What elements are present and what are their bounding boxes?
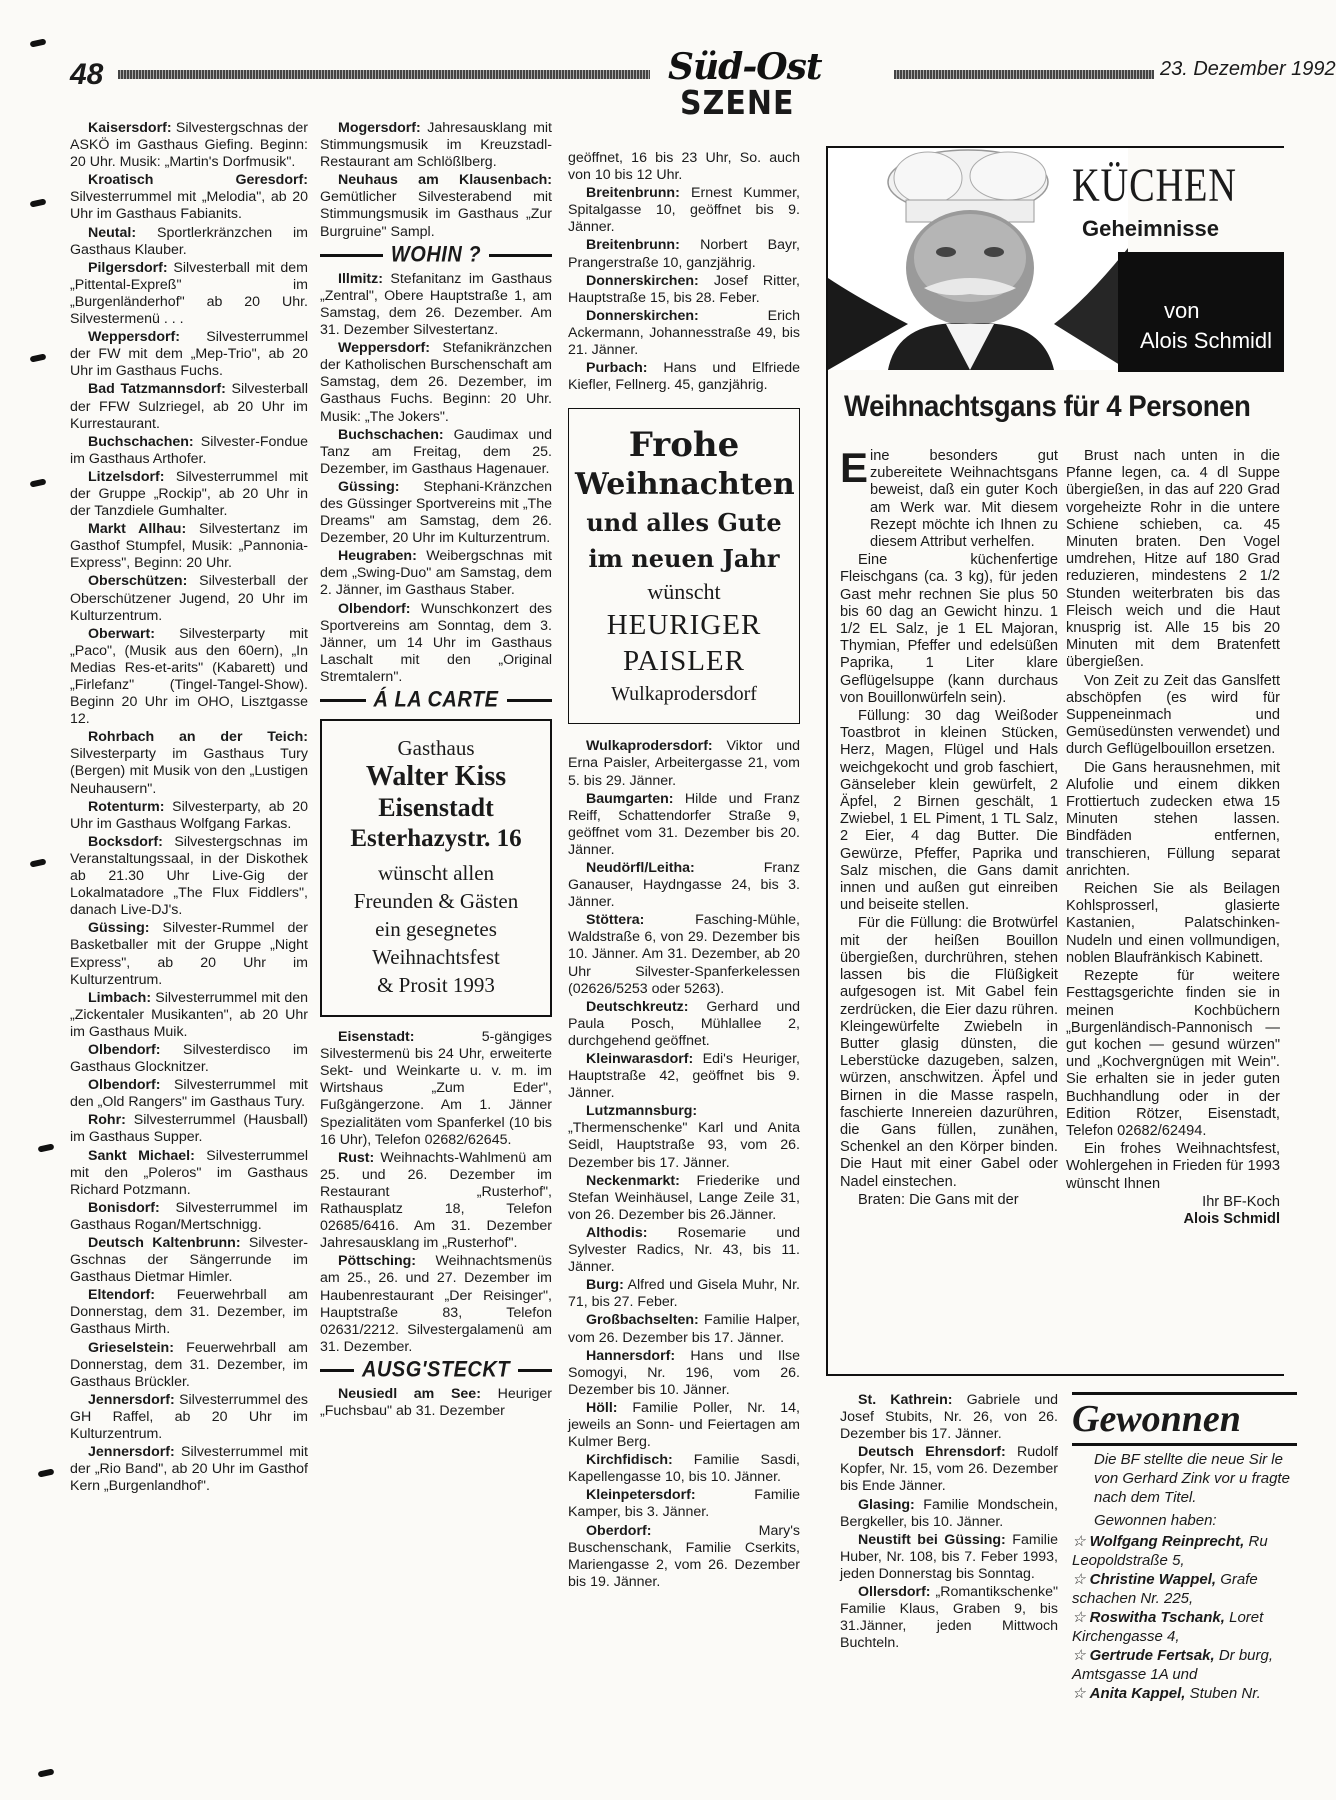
recipe-right bbox=[1066, 448, 1280, 1228]
entry-place: Neckenmarkt: bbox=[586, 1172, 680, 1189]
event-entry bbox=[70, 1392, 308, 1443]
entry-place: Neuhaus am Klausenbach: bbox=[338, 172, 552, 189]
event-entry bbox=[840, 1392, 1058, 1443]
entry-text: Familie Sasdi, Kapellengasse 10, bis 10. Jänner. bbox=[568, 1452, 800, 1486]
event-entry bbox=[70, 799, 308, 833]
entry-text: Silvesterdisco im Gasthaus Glocknitzer. bbox=[70, 1041, 308, 1076]
entry-text: Edi's Heuriger, Hauptstraße 42, geöffnet bis 9. Jänner. bbox=[568, 1051, 800, 1102]
recipe-paragraph: Füllung: 30 dag Weißoder Toastbrot in kleinen Stücken, Herz, Magen, Flügel und Hals weichgekocht und grob faschiert, Gänseleber klein gewürfelt, 2 Äpfel, 2 Birnen geschält, 1 Zwiebel, 1 EL Piment, 1 TL Salz, 2 Eier, 4 dag Butter. Die Gewürze, Pfeffer, Paprika und Salz mischen, die Gans damit innen und außen gut einreiben und beiseite stellen. bbox=[840, 708, 1058, 914]
entry-place: Jennersdorf: bbox=[88, 1444, 175, 1461]
event-entry bbox=[568, 912, 800, 997]
punch-mark bbox=[38, 1768, 55, 1777]
entry-text: Franz Ganauser, Haydngasse 24, bis 3. Jänner. bbox=[568, 859, 800, 911]
entry-place: Olbendorf: bbox=[88, 1041, 161, 1058]
event-entry bbox=[568, 1400, 800, 1451]
ad-walter-kiss bbox=[320, 719, 552, 1017]
event-entry bbox=[70, 1077, 308, 1111]
entry-text: Stefanikränzchen der Katholischen Burschenschaft am Samstag, dem 26. Dezember, im Gasthaus Fuchs. Beginn: 20 Uhr. Musik: „The Jokers". bbox=[320, 340, 552, 425]
event-entry bbox=[70, 434, 308, 468]
entry-place: Eisenstadt: bbox=[338, 1029, 415, 1046]
event-entry bbox=[320, 1386, 552, 1420]
entry-text: Familie Halper, vom 26. Dezember bis 17. Jänner. bbox=[568, 1312, 800, 1346]
entry-place: Kaisersdorf: bbox=[88, 120, 172, 136]
section-ausgsteckt: AUSG'STECKT bbox=[320, 1362, 552, 1379]
event-entry bbox=[568, 1312, 800, 1346]
entry-place: Illmitz: bbox=[338, 270, 383, 287]
event-entry bbox=[840, 1532, 1058, 1583]
event-entry bbox=[568, 1487, 800, 1521]
entry-text: Jahresausklang mit Stimmungsmusik im Kreuzstadl-Restaurant am Schlößlberg. bbox=[320, 120, 552, 171]
event-entry bbox=[568, 1348, 800, 1399]
entry-text: Gabriele und Josef Stubits, Nr. 26, von 26. Dezember bis 17. Jänner. bbox=[840, 1392, 1058, 1443]
recipe-paragraph: Für die Füllung: die Brotwürfel mit der heißen Bouillon übergießen, durchrühren, stehen lassen bis die Flüßigkeit aufgesogen ist. Mit Gabel fein zerdrücken, die Eier dazu rühren. Kleingewürfelte Zwiebeln in Butter glasig dünsten, die Leberstücke dazugeben, salzen, würzen, anschwitzen. Äpfel und Birnen in die Masse raspeln, faschierte Innereien dazurühren, die Gans füllen, zunähen, Schenkel an den Körper binden. Die Haut mit einer Gabel oder Nadel einstechen. bbox=[840, 915, 1058, 1190]
header-rule-left bbox=[118, 70, 650, 79]
entry-place: Neutal: bbox=[88, 224, 137, 241]
event-entry bbox=[568, 185, 800, 236]
winner-entry bbox=[1072, 1608, 1297, 1646]
kuechen-title: KÜCHEN bbox=[1072, 159, 1237, 212]
entry-place: Eltendorf: bbox=[88, 1287, 155, 1304]
ad-line: und alles Gute bbox=[586, 508, 782, 538]
entry-text: Silvesterrummel mit den „Zickentaler Musikanten", ab 20 Uhr im Gasthaus Muik. bbox=[70, 989, 308, 1040]
entry-place: Hannersdorf: bbox=[586, 1347, 676, 1364]
entry-text: Familie Mondschein, Bergkeller, bis 10. Jänner. bbox=[840, 1496, 1058, 1530]
entry-place: Güssing: bbox=[88, 920, 150, 937]
entry-text: Alfred und Gisela Muhr, Nr. 71, bis 27. Feber. bbox=[568, 1277, 800, 1311]
event-entry bbox=[568, 1173, 800, 1224]
ad-line: Walter Kiss bbox=[365, 761, 507, 793]
column-1 bbox=[70, 120, 308, 1496]
entry-text: Silvestergschnas im Veranstaltungssaal, in der Diskothek ab 21.30 Uhr Live-Gig der Lokalmatadore „The Flux Fiddlers", danach Live-DJ's. bbox=[70, 833, 308, 919]
event-entry bbox=[70, 1148, 308, 1199]
entry-text: Hans und Elfriede Kiefler, Fellnerg. 45, ganzjährig. bbox=[568, 360, 800, 394]
column-3 bbox=[568, 150, 800, 1592]
entry-text: 5-gängiges Silvestermenü bis 24 Uhr, erweiterte Sekt- und Weinkarte u. v. m. im Wirtshaus „Zum Eder", Fußgängerzone. Am 1. Jänner Spezialitäten vom Spanferkel (10 bis 16 Uhr), Telefon 02682/62645. bbox=[320, 1029, 552, 1148]
entry-text: Gemütlicher Silvesterabend mit Stimmungsmusik im Gasthaus „Zur Burgruine" Sampl. bbox=[320, 189, 552, 240]
recipe-paragraph: Braten: Die Gans mit der bbox=[858, 1191, 1019, 1208]
entry-text: Ernest Kummer, Spitalgasse 10, geöffnet bis 9. Jänner. bbox=[568, 185, 800, 236]
ad-line: Frohe bbox=[628, 425, 740, 466]
event-entry bbox=[70, 469, 308, 520]
entry-place: Neusiedl am See: bbox=[338, 1385, 481, 1402]
author-name: Alois Schmidl bbox=[1140, 328, 1273, 353]
ad-line: Freunden & Gästen bbox=[353, 889, 519, 914]
event-entry bbox=[320, 427, 552, 478]
event-entry bbox=[568, 1225, 800, 1276]
entry-place: Litzelsdorf: bbox=[88, 468, 165, 485]
event-entry bbox=[70, 573, 308, 624]
event-entry bbox=[70, 626, 308, 729]
entry-place: Olbendorf: bbox=[88, 1077, 161, 1094]
gewonnen-box bbox=[1072, 1392, 1297, 1792]
winner-entry bbox=[1072, 1532, 1297, 1570]
author-label-von: von bbox=[1164, 298, 1200, 323]
event-entry bbox=[70, 834, 308, 919]
entry-place: Donnerskirchen: bbox=[586, 307, 699, 324]
entry-place: Rust: bbox=[338, 1149, 375, 1166]
entry-text: Silvestertanz im Gasthof Stumpfel, Musik: „Pannonia-Express", Beginn: 20 Uhr. bbox=[70, 521, 308, 572]
event-entry bbox=[70, 260, 308, 328]
winner-name: Christine Wappel, bbox=[1089, 1571, 1217, 1588]
entry-place: Limbach: bbox=[88, 989, 152, 1006]
entry-place: Heugraben: bbox=[338, 548, 417, 565]
entry-text: Silvesterparty, ab 20 Uhr im Gasthaus Wolfgang Farkas. bbox=[70, 798, 308, 832]
punch-mark bbox=[38, 1468, 55, 1477]
entry-text: Gaudimax und Tanz am Freitag, dem 25. Dezember, im Gasthaus Hagenauer. bbox=[320, 426, 552, 477]
event-entry bbox=[320, 1150, 552, 1253]
event-entry bbox=[568, 237, 800, 271]
entry-text: Silvesterrummel (Hausball) im Gasthaus Supper. bbox=[70, 1112, 308, 1146]
column-2 bbox=[320, 120, 552, 1421]
entry-text: Weihnachtsmenüs am 25., 26. und 27. Dezember im Haubenrestaurant „Der Reisinger", Hauptstraße 83, Telefon 02631/2212. Silvestergalamenü am 31. Dezember. bbox=[320, 1253, 552, 1355]
entry-text: Hans und Ilse Somogyi, Nr. 196, vom 26. Dezember bis 10. Jänner. bbox=[568, 1347, 800, 1398]
entry-place: Deutschkreutz: bbox=[586, 998, 689, 1015]
entry-place: Oberdorf: bbox=[586, 1522, 652, 1539]
winner-name: Anita Kappel, bbox=[1089, 1685, 1186, 1702]
entry-place: Olbendorf: bbox=[338, 600, 411, 617]
entry-place: Kleinpetersdorf: bbox=[586, 1487, 696, 1504]
entry-place: Purbach: bbox=[586, 360, 648, 377]
entry-text: Silvester-Rummel der Basketballer mit der Gruppe „Night Express", ab 20 Uhr im Kulturzentrum. bbox=[70, 920, 308, 988]
ad-line: PAISLER bbox=[623, 645, 745, 678]
event-entry bbox=[568, 1103, 800, 1171]
entry-place: Wulkaprodersdorf: bbox=[586, 738, 713, 755]
gewonnen-intro: Die BF stellte die neue Sir le von Gerhard Zink vor u fragte nach dem Titel. bbox=[1094, 1451, 1290, 1506]
event-entry bbox=[70, 1235, 308, 1286]
entry-place: Bonisdorf: bbox=[88, 1199, 160, 1216]
entry-text: Familie Poller, Nr. 14, jeweils an Sonn- und Feiertagen am Kulmer Berg. bbox=[568, 1399, 800, 1451]
recipe-paragraph: Ein frohes Weihnachtsfest, Wohlergehen in Frieden für 1993 wünscht Ihnen bbox=[1066, 1141, 1280, 1192]
entry-place: Breitenbrunn: bbox=[586, 185, 680, 202]
entry-place: Buchschachen: bbox=[338, 426, 444, 443]
entry-text: Silvesterparty im Gasthaus Tury (Bergen) mit Musik von den „Lustigen Neuhausern". bbox=[70, 746, 308, 797]
entry-text: Familie Kamper, bis 3. Jänner. bbox=[568, 1487, 800, 1521]
event-entry bbox=[70, 1340, 308, 1391]
ad-line: HEURIGER bbox=[606, 609, 762, 642]
kuechen-subtitle: Geheimnisse bbox=[1082, 216, 1219, 241]
event-entry bbox=[70, 521, 308, 572]
winner-entry bbox=[1072, 1646, 1297, 1684]
recipe-paragraph: Von Zeit zu Zeit das Ganslfett abschöpfen (es wird für Suppeneinmach und Gemüsedünsten verwendet) und durch Geflügelbouillon ersetzen. bbox=[1066, 672, 1280, 758]
event-entry bbox=[320, 1253, 552, 1356]
entry-place: Oberschützen: bbox=[88, 573, 188, 590]
entry-text: Silvesterparty mit „Paco", (Musik aus den 60ern), „In Medias Res-et-arits" (Kabarett) und „Firlefanz" (Tingel-Tangel-Show). Beginn 20 Uhr im OHO, Lisztgasse 12. bbox=[70, 625, 308, 728]
ad-line: im neuen Jahr bbox=[588, 544, 780, 574]
event-entry bbox=[568, 1523, 800, 1591]
entry-text: Silvesterball mit dem „Pittental-Expreß" im „Burgenländerhof" ab 20 Uhr. Silvestermenü . . . bbox=[70, 259, 308, 328]
entry-text: Fasching-Mühle, Waldstraße 6, von 29. Dezember bis 10. Jänner. Am 31. Dezember, ab 20 Uhr Silvester-Spanferkelessen (02626/5253 oder 5263). bbox=[568, 912, 800, 997]
event-entry bbox=[70, 381, 308, 432]
entry-text: Silvestergschnas der ASKÖ im Gasthaus Giefing. Beginn: 20 Uhr. Musik: „Martin's Dorfmusik". bbox=[70, 120, 308, 171]
event-entry bbox=[70, 172, 308, 223]
star-icon: ☆ bbox=[1072, 1571, 1090, 1588]
event-entry bbox=[568, 791, 800, 859]
logo-szene: SZENE bbox=[680, 84, 795, 123]
entry-text: Viktor und Erna Paisler, Arbeitergasse 21, vom 5. bis 29. Jänner. bbox=[568, 738, 800, 789]
entry-text: Silvester-Gschnas der Sängerrunde im Gasthaus Dietmar Himler. bbox=[70, 1235, 308, 1286]
entry-text: geöffnet, 16 bis 23 Uhr, So. auch von 10 bis 12 Uhr. bbox=[568, 150, 800, 184]
event-entry bbox=[70, 1200, 308, 1234]
entry-place: Markt Allhau: bbox=[88, 521, 187, 538]
entry-text: Silvesterrummel mit den „Poleros" im Gasthaus Richard Potzmann. bbox=[70, 1147, 309, 1198]
entry-text: Stefanitanz im Gasthaus „Zentral", Obere Hauptstraße 1, am Samstag, dem 26. Dezember. Am 31. Dezember Silvestertanz. bbox=[320, 270, 552, 339]
entry-place: Höll: bbox=[586, 1399, 618, 1416]
entry-place: Güssing: bbox=[338, 478, 400, 495]
entry-text: Rudolf Kopfer, Nr. 15, vom 26. Dezember bis Ende Jänner. bbox=[840, 1444, 1058, 1495]
entry-place: Rotenturm: bbox=[88, 798, 165, 815]
entry-text: Hilde und Franz Reiff, Schattendorfer Straße 9, geöffnet vom 31. Dezember bis 20. Jänner. bbox=[568, 790, 800, 858]
winner-entry bbox=[1072, 1684, 1297, 1703]
entry-text: Gerhard und Paula Posch, Mühlallee 2, durchgehend geöffnet. bbox=[568, 998, 800, 1049]
event-entry bbox=[70, 920, 308, 988]
entry-place: Glasing: bbox=[858, 1496, 915, 1513]
entry-place: Lutzmannsburg: bbox=[586, 1103, 698, 1120]
winner-address: Loret Kirchengasse 4, bbox=[1072, 1609, 1264, 1645]
recipe-paragraph: Die Gans herausnehmen, mit Alufolie und einem dikken Frottiertuch zudecken etwa 15 Minuten stehen lassen. Bindfäden entfernen, transchieren, Füllung separat anrichten. bbox=[1066, 759, 1280, 879]
event-entry bbox=[70, 329, 308, 380]
ad-line: Wulkaprodersdorf bbox=[611, 683, 757, 706]
gewonnen-title: Gewonnen bbox=[1072, 1392, 1297, 1446]
ad-line: wünscht allen bbox=[377, 861, 495, 886]
entry-place: Weppersdorf: bbox=[338, 340, 430, 357]
recipe-paragraph: Reichen Sie als Beilagen Kohlsprosserl, glasierte Kastanien, Palatschinken-Nudeln und einen vollmundigen, noblen Blaufränkisch Kabinett. bbox=[1066, 881, 1280, 966]
event-entry bbox=[70, 225, 308, 259]
entry-place: Grieselstein: bbox=[88, 1339, 174, 1356]
event-entry bbox=[568, 273, 800, 307]
winner-name: Roswitha Tschank, bbox=[1089, 1609, 1225, 1626]
entry-place: Althodis: bbox=[586, 1224, 648, 1241]
ad-heuriger-paisler bbox=[568, 408, 800, 724]
entry-text: Familie Huber, Nr. 108, bis 7. Feber 1993, jeden Donnerstag bis Sonntag. bbox=[840, 1531, 1058, 1582]
event-entry bbox=[320, 479, 552, 547]
event-entry bbox=[70, 1444, 308, 1495]
entry-place: Rohrbach an der Teich: bbox=[88, 729, 308, 746]
issue-date: 23. Dezember 1992 bbox=[1160, 58, 1336, 80]
entry-place: Pöttsching: bbox=[338, 1253, 417, 1270]
event-entry bbox=[320, 548, 552, 599]
entry-place: Deutsch Ehrensdorf: bbox=[858, 1444, 1006, 1461]
entry-text: Silvesterrummel mit der „Rio Band", ab 20 Uhr im Gasthof Kern „Burgenlandhof". bbox=[70, 1444, 308, 1495]
recipe-signature-1: Ihr BF-Koch bbox=[1202, 1193, 1280, 1210]
event-entry bbox=[568, 1051, 800, 1102]
entry-place: Bad Tatzmannsdorf: bbox=[88, 381, 226, 398]
entry-place: Weppersdorf: bbox=[88, 329, 180, 346]
event-entry bbox=[840, 1497, 1058, 1531]
winner-address: Grafe schachen Nr. 225, bbox=[1072, 1571, 1258, 1607]
page-number: 48 bbox=[70, 58, 104, 91]
header-rule-right bbox=[894, 70, 1154, 79]
entry-text: Mary's Buschenschank, Familie Cserkits, Mariengasse 2, vom 26. Dezember bis 19. Jänner. bbox=[568, 1522, 800, 1590]
entry-text: Silvesterrummel der FW mit dem „Mep-Trio", ab 20 Uhr im Gasthaus Fuchs. bbox=[70, 329, 308, 380]
recipe-paragraph: Rezepte für weitere Festtagsgerichte finden sie in meinen Kochbüchern „Burgenländisch-Pannonisch — gut kochen — gesund würzen" und „Kochvergnügen mit Wein". Sie erhalten sie in jeder guten Buchhandlung oder in der Edition Rötzer, Eisenstadt, Telefon 02682/62494. bbox=[1066, 968, 1280, 1139]
entry-text: Silvesterrummel des GH Raffel, ab 20 Uhr im Kulturzentrum. bbox=[70, 1391, 308, 1443]
entry-text: Feuerwehrball am Donnerstag, dem 31. Dezember, im Gasthaus Brückler. bbox=[70, 1339, 308, 1390]
event-entry bbox=[568, 738, 800, 789]
punch-mark bbox=[30, 38, 47, 47]
entry-text: Silvesterball der Oberschützener Jugend, 20 Uhr im Kulturzentrum. bbox=[70, 573, 308, 624]
winner-entry bbox=[1072, 1570, 1297, 1608]
event-entry bbox=[840, 1584, 1058, 1652]
entry-text: Weibergschnas mit dem „Swing-Duo" am Samstag, dem 2. Jänner, im Gasthaus Staber. bbox=[320, 548, 552, 599]
star-icon: ☆ bbox=[1072, 1647, 1090, 1664]
star-icon: ☆ bbox=[1072, 1533, 1090, 1550]
drop-cap: E bbox=[840, 444, 869, 491]
event-entry bbox=[320, 271, 552, 339]
punch-mark bbox=[30, 858, 47, 867]
entry-text: Norbert Bayr, Prangerstraße 10, ganzjährig. bbox=[568, 237, 800, 271]
recipe-left bbox=[840, 444, 1058, 1210]
entry-text: Friederike und Stefan Weinhäusel, Lange Zeile 31, von 26. Dezember bis 26.Jänner. bbox=[568, 1172, 800, 1223]
entry-place: St. Kathrein: bbox=[858, 1392, 953, 1408]
entry-text: Silvesterball der FFW Sulzriegel, ab 20 Uhr im Kurrestaurant. bbox=[70, 381, 308, 432]
event-entry bbox=[568, 860, 800, 911]
ad-line: ein gesegnetes bbox=[375, 917, 497, 942]
entry-text: „Romantikschenke" Familie Klaus, Graben 9, bis 31.Jänner, jeden Mittwoch Buchteln. bbox=[840, 1584, 1058, 1652]
ad-line: Weihnachten bbox=[575, 467, 795, 503]
winner-address: Dr burg, Amtsgasse 1A und bbox=[1072, 1647, 1274, 1683]
author-band bbox=[1118, 252, 1284, 372]
entry-text: Silvesterrummel mit den „Old Rangers" im Gasthaus Tury. bbox=[70, 1077, 308, 1111]
event-entry bbox=[568, 308, 800, 359]
entry-place: Kirchfidisch: bbox=[586, 1452, 673, 1469]
event-entry bbox=[70, 1042, 308, 1076]
entry-text: Weihnachts-Wahlmenü am 25. und 26. Dezember im Restaurant „Rusterhof", Rathausplatz 18, Telefon 02685/6416. Am 31. Dezember Jahresausklang im „Rusterhof". bbox=[320, 1149, 552, 1252]
event-entry bbox=[840, 1444, 1058, 1495]
punch-mark bbox=[30, 478, 47, 487]
winner-address: Stuben Nr. bbox=[1185, 1685, 1261, 1702]
event-entry bbox=[320, 601, 552, 686]
ad-line: Gasthaus bbox=[397, 736, 475, 761]
entry-place: Großbachselten: bbox=[586, 1312, 699, 1329]
event-entry bbox=[320, 172, 552, 240]
punch-mark bbox=[38, 1143, 55, 1152]
event-entry bbox=[320, 340, 552, 425]
entry-text: Silvester-Fondue im Gasthaus Arthofer. bbox=[70, 433, 308, 467]
entry-text: Heuriger „Fuchsbau" ab 31. Dezember bbox=[320, 1385, 552, 1420]
entry-place: Burg: bbox=[586, 1277, 624, 1294]
entry-text: Josef Ritter, Hauptstraße 15, bis 28. Feber. bbox=[568, 272, 800, 306]
entry-place: Rohr: bbox=[88, 1112, 126, 1129]
recipe-headline: Weihnachtsgans für 4 Personen bbox=[844, 390, 1251, 423]
recipe-paragraph: Eine küchenfertige Fleischgans (ca. 3 kg), für jeden Gast mehr rechnen Sie plus 50 bis 60 dag an Gewicht hinzu. 1 1/2 EL Salz, je 1 EL Majoran, Thymian, Pfeffer und edelsüßen Paprika, 1 Liter klare Geflügelsuppe (kann durchaus von Bouillonwürfeln sein). bbox=[840, 552, 1058, 706]
entry-place: Mogersdorf: bbox=[338, 120, 421, 136]
ad-line: wünscht bbox=[647, 579, 721, 605]
recipe-paragraph: ine besonders gut zubereitete Weihnachtsgans beweist, daß ein guter Koch am Werk war. Mit diesem Rezept möchte ich Ihnen zu diesem Attribut verhelfen. bbox=[870, 448, 1058, 551]
recipe-signature-2: Alois Schmidl bbox=[1183, 1210, 1280, 1227]
gewonnen-haben: Gewonnen haben: bbox=[1094, 1512, 1217, 1529]
entry-text: Feuerwehrball am Donnerstag, dem 31. Dezember, im Gasthaus Mirth. bbox=[70, 1287, 308, 1338]
event-entry bbox=[568, 150, 800, 184]
entry-text: Sportlerkränzchen im Gasthaus Klauber. bbox=[70, 224, 308, 258]
entry-place: Ollersdorf: bbox=[858, 1584, 931, 1601]
entry-place: Jennersdorf: bbox=[88, 1391, 175, 1408]
entry-place: Deutsch Kaltenbrunn: bbox=[88, 1235, 241, 1251]
entry-place: Buchschachen: bbox=[88, 433, 194, 450]
event-entry bbox=[70, 120, 308, 171]
event-entry bbox=[70, 990, 308, 1041]
entry-text: Erich Ackermann, Johannesstraße 49, bis 21. Jänner. bbox=[568, 307, 800, 359]
entry-place: Neudörfl/Leitha: bbox=[586, 859, 695, 876]
entry-text: Silvesterrummel mit der Gruppe „Rockip", ab 20 Uhr in der Tanzdiele Gumhalter. bbox=[70, 468, 308, 520]
winner-name: Gertrude Fertsak, bbox=[1089, 1647, 1215, 1664]
entry-place: Sankt Michael: bbox=[88, 1147, 195, 1164]
ad-line: Weihnachtsfest bbox=[372, 945, 500, 970]
ad-line: Esterhazystr. 16 bbox=[350, 825, 522, 853]
event-entry bbox=[568, 1277, 800, 1311]
entry-place: Oberwart: bbox=[88, 625, 156, 642]
section-a-la-carte: Á LA CARTE bbox=[320, 692, 552, 709]
ad-line: & Prosit 1993 bbox=[377, 973, 495, 998]
event-entry bbox=[70, 729, 308, 797]
entry-place: Pilgersdorf: bbox=[88, 259, 168, 276]
entry-text: Silvesterrummel mit „Melodia", ab 20 Uhr im Gasthaus Fabianits. bbox=[70, 189, 308, 223]
event-entry bbox=[70, 1287, 308, 1338]
ad-line: Eisenstadt bbox=[378, 793, 494, 823]
event-entry bbox=[568, 360, 800, 394]
winner-name: Wolfgang Reinprecht, bbox=[1089, 1533, 1245, 1550]
entry-place: Kroatisch Geresdorf: bbox=[88, 172, 308, 189]
event-entry bbox=[320, 120, 552, 171]
entry-text: Silvesterrummel im Gasthaus Rogan/Mertschnigg. bbox=[70, 1199, 308, 1233]
winner-address: Ru Leopoldstraße 5, bbox=[1072, 1533, 1268, 1569]
entry-place: Baumgarten: bbox=[586, 790, 674, 807]
section-wohin: WOHIN ? bbox=[320, 247, 552, 264]
column-4-bottom bbox=[840, 1392, 1058, 1653]
entry-place: Neustift bei Güssing: bbox=[858, 1531, 1006, 1548]
kuechen-box bbox=[826, 146, 1284, 1376]
punch-mark bbox=[30, 198, 47, 207]
event-entry bbox=[70, 1112, 308, 1146]
event-entry bbox=[568, 1452, 800, 1486]
entry-text: Stephani-Kränzchen des Güssinger Sportvereins mit „The Dreams" am Samstag, dem 26. Dezember, 20 Uhr im Kulturzentrum. bbox=[320, 478, 552, 547]
event-entry bbox=[568, 999, 800, 1050]
entry-place: Bocksdorf: bbox=[88, 833, 163, 850]
logo-sued-ost: Süd-Ost bbox=[668, 46, 822, 88]
star-icon: ☆ bbox=[1072, 1685, 1090, 1702]
event-entry bbox=[320, 1029, 552, 1149]
entry-place: Donnerskirchen: bbox=[586, 272, 699, 289]
entry-text: Wunschkonzert des Sportvereins am Sonntag, dem 3. Jänner, um 14 Uhr im Gasthaus Laschalt mit den „Original Stremtalern". bbox=[320, 600, 552, 685]
entry-place: Kleinwarasdorf: bbox=[586, 1051, 694, 1067]
entry-text: „Thermenschenke" Karl und Anita Seidl, Hauptstraße 93, vom 26. Dezember bis 17. Jänner. bbox=[568, 1120, 800, 1171]
page-header bbox=[70, 46, 1336, 123]
recipe-paragraph: Brust nach unten in die Pfanne legen, ca. 4 dl Suppe übergießen, in das auf 220 Grad vorgeheizte Rohr in die untere Schiene schieben, ca. 45 Minuten braten. Den Vogel umdrehen, Hitze auf 180 Grad reduzieren, mindestens 2 1/2 Stunden weiterbraten bis das Fleisch weich und die Haut knusprig ist. Alle 15 bis 20 Minuten mit dem Bratenfett übergießen. bbox=[1066, 448, 1280, 671]
entry-text: Rosemarie und Sylvester Radics, Nr. 43, bis 11. Jänner. bbox=[568, 1224, 800, 1276]
entry-place: Stöttera: bbox=[586, 912, 645, 929]
star-icon: ☆ bbox=[1072, 1609, 1090, 1626]
punch-mark bbox=[30, 353, 47, 362]
entry-place: Breitenbrunn: bbox=[586, 237, 680, 254]
